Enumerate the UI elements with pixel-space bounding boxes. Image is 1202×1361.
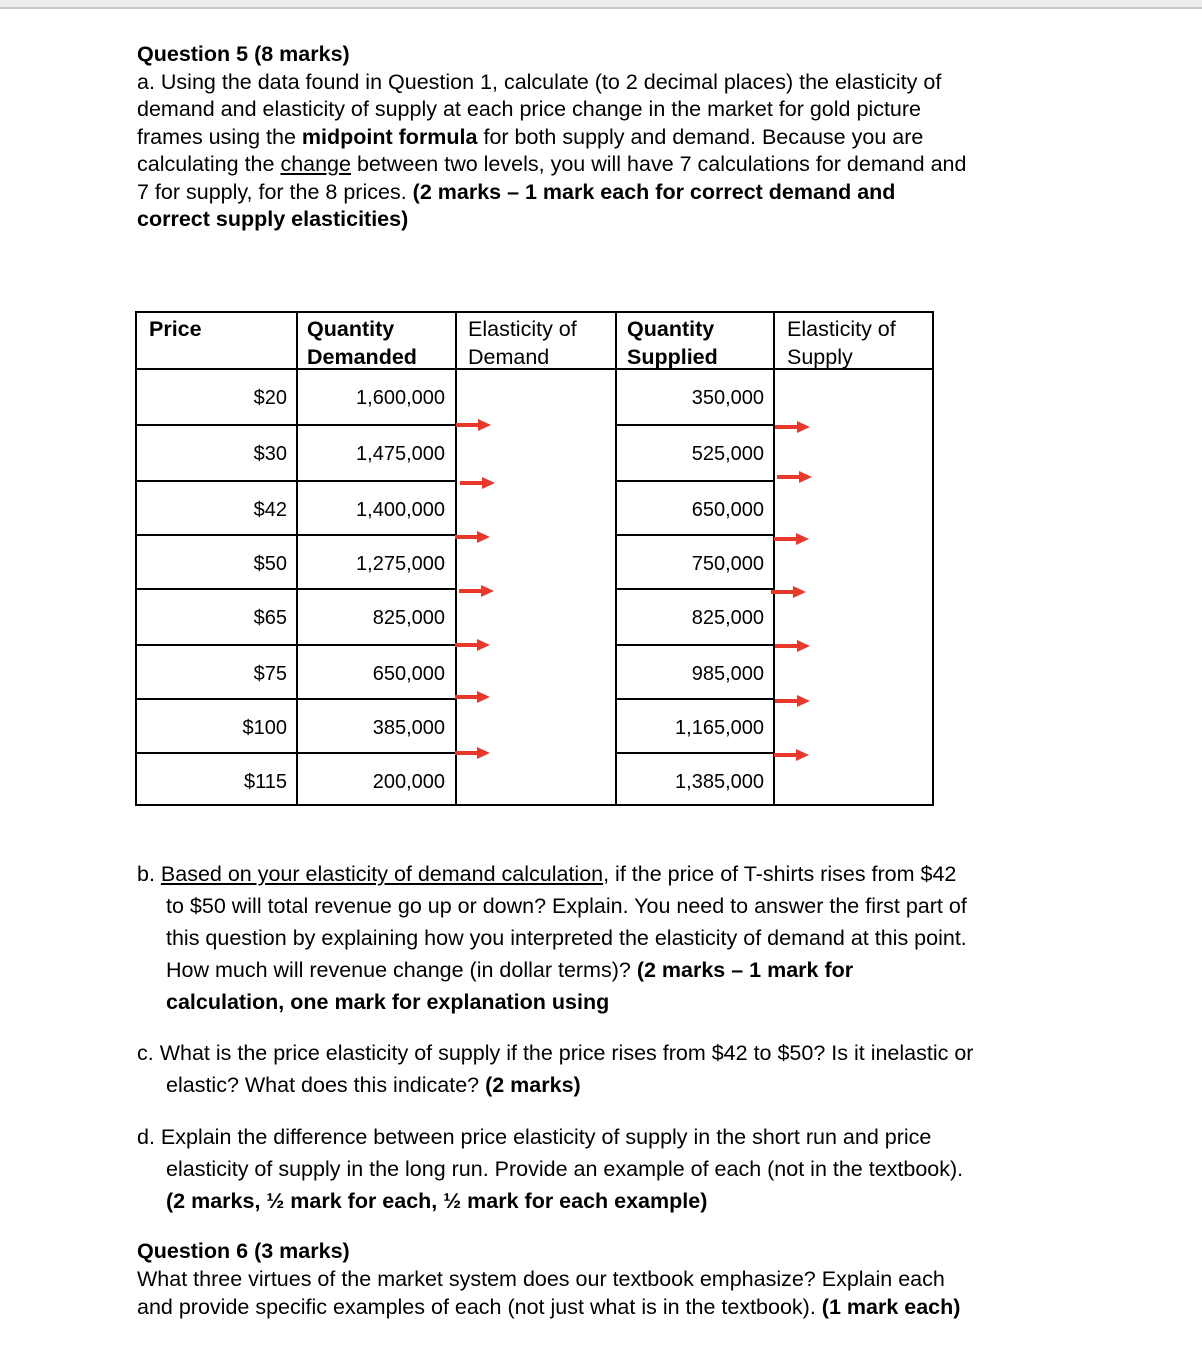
question-6: [137, 1237, 1077, 1321]
q5b-line-4: [137, 954, 1077, 986]
row-divider: [137, 424, 457, 426]
underlined-phrase: Based on your elasticity of demand calculation: [160, 862, 604, 886]
right-arrow-icon: [455, 747, 491, 759]
q5b-line-1: [137, 858, 1077, 890]
row-divider: [137, 534, 457, 536]
column-divider: [773, 313, 775, 804]
text: frames using the: [137, 124, 302, 149]
q5b-line-5: calculation, one mark for explanation using: [166, 990, 610, 1014]
right-arrow-icon: [775, 421, 811, 433]
cell-quantity-supplied: 650,000: [691, 499, 764, 521]
right-arrow-icon: [771, 586, 807, 598]
header-text: Demand: [468, 345, 550, 369]
text: between two levels, you will have 7 calculations for demand and: [350, 152, 967, 176]
row-divider: [137, 480, 457, 482]
row-divider: [615, 698, 775, 700]
marks-note: (2 marks): [485, 1073, 581, 1097]
q5c-line-2: [137, 1069, 1077, 1101]
text: , if the price of T-shirts rises from $42: [603, 862, 957, 886]
text: 7 for supply, for the 8 prices.: [137, 179, 413, 204]
q5d-line-2: elasticity of supply in the long run. Provide an example of each (not in the textbook).: [166, 1157, 964, 1181]
right-arrow-icon: [459, 585, 495, 597]
text: and provide specific examples of each (not just what is in the textbook).: [137, 1295, 822, 1319]
question-5-title: Question 5 (8 marks): [137, 42, 350, 66]
cell-quantity-supplied: 350,000: [691, 387, 764, 409]
underlined-change: change: [280, 152, 351, 176]
right-arrow-icon: [455, 691, 491, 703]
header-text: Quantity: [307, 317, 395, 341]
header-price: Price: [149, 317, 202, 341]
emphasis-midpoint-formula: midpoint formula: [301, 124, 478, 149]
cell-price: $115: [243, 771, 287, 793]
marks-note: (1 mark each): [821, 1295, 961, 1319]
header-quantity-demanded: [307, 315, 417, 371]
right-arrow-icon: [456, 419, 492, 431]
cell-price: $50: [253, 553, 287, 575]
question-5: [137, 41, 1077, 234]
cell-quantity-demanded: 385,000: [372, 717, 445, 739]
q6-line-1: What three virtues of the market system does our textbook emphasize? Explain each: [137, 1267, 945, 1291]
question-5c: [137, 1037, 1077, 1101]
right-arrow-icon: [775, 695, 811, 707]
q5a-line-3: [137, 124, 1077, 152]
row-divider: [615, 752, 775, 754]
header-quantity-supplied: [627, 315, 718, 371]
header-text: Supply: [787, 345, 853, 369]
header-text: Quantity: [627, 317, 715, 341]
cell-quantity-demanded: 200,000: [372, 771, 445, 793]
cell-quantity-supplied: 825,000: [691, 607, 764, 629]
cell-quantity-demanded: 1,275,000: [356, 553, 445, 575]
row-divider: [137, 698, 457, 700]
q5a-line-5: [137, 179, 1077, 207]
right-arrow-icon: [777, 471, 813, 483]
q6-line-2: [137, 1293, 1077, 1321]
column-divider: [455, 313, 457, 804]
text: b.: [137, 862, 161, 886]
header-text: Elasticity of: [787, 317, 896, 341]
row-divider: [615, 644, 775, 646]
text: for both supply and demand. Because you are: [477, 124, 924, 149]
row-divider: [615, 424, 775, 426]
right-arrow-icon: [455, 531, 491, 543]
cell-price: $42: [253, 499, 287, 521]
q5d-line-1: d. Explain the difference between price elasticity of supply in the short run and price: [137, 1125, 932, 1149]
right-arrow-icon: [460, 477, 496, 489]
cell-price: $30: [253, 443, 287, 465]
cell-quantity-demanded: 1,400,000: [356, 499, 445, 521]
q5a-line-6: correct supply elasticities): [137, 207, 409, 231]
cell-quantity-demanded: 1,475,000: [356, 443, 445, 465]
text: How much will revenue change (in dollar terms)?: [166, 958, 637, 982]
cell-quantity-supplied: 525,000: [691, 443, 764, 465]
q5a-line-1: a. Using the data found in Question 1, calculate (to 2 decimal places) the elasticity of: [137, 69, 942, 94]
cell-quantity-supplied: 1,165,000: [675, 717, 764, 739]
cell-price: $20: [253, 387, 287, 409]
right-arrow-icon: [774, 533, 810, 545]
cell-quantity-supplied: 1,385,000: [675, 771, 764, 793]
cell-quantity-supplied: 985,000: [691, 663, 764, 685]
right-arrow-icon: [774, 749, 810, 761]
row-divider: [615, 534, 775, 536]
row-divider: [615, 588, 775, 590]
header-text: Demanded: [307, 345, 417, 369]
marks-note: (2 marks – 1 mark for: [636, 958, 854, 982]
q5b-line-3: this question by explaining how you interpreted the elasticity of demand at this point.: [166, 926, 967, 950]
q5d-line-3: (2 marks, ½ mark for each, ½ mark for each example): [166, 1189, 708, 1213]
q5a-line-2: demand and elasticity of supply at each price change in the market for gold picture: [137, 97, 922, 121]
question-5b: [137, 858, 1077, 1018]
elasticity-table: [135, 311, 934, 806]
q5a-line-4: [137, 151, 1077, 179]
row-divider: [137, 644, 457, 646]
question-6-title: Question 6 (3 marks): [137, 1239, 350, 1263]
cell-quantity-supplied: 750,000: [691, 553, 764, 575]
text: elastic? What does this indicate?: [166, 1073, 486, 1097]
cell-quantity-demanded: 1,600,000: [356, 387, 445, 409]
right-arrow-icon: [455, 639, 491, 651]
right-arrow-icon: [775, 640, 811, 652]
header-text: Supplied: [627, 345, 718, 369]
q5b-line-2: to $50 will total revenue go up or down? Explain. You need to answer the first part of: [166, 894, 967, 918]
window-top-bar: [0, 0, 1202, 9]
row-divider: [615, 480, 775, 482]
header-elasticity-demand: [468, 315, 577, 371]
marks-note: (2 marks – 1 mark each for correct demand and: [412, 179, 896, 204]
text: calculating the: [137, 152, 281, 176]
question-5d: [137, 1121, 1077, 1217]
cell-price: $100: [242, 717, 287, 739]
header-text: Elasticity of: [468, 317, 577, 341]
header-elasticity-supply: [787, 315, 896, 371]
q5c-line-1: c. What is the price elasticity of supply if the price rises from $42 to $50? Is it inelastic or: [137, 1041, 974, 1065]
row-divider: [137, 588, 457, 590]
row-divider: [137, 752, 457, 754]
cell-price: $65: [253, 607, 287, 629]
cell-price: $75: [253, 663, 287, 685]
cell-quantity-demanded: 825,000: [372, 607, 445, 629]
cell-quantity-demanded: 650,000: [372, 663, 445, 685]
